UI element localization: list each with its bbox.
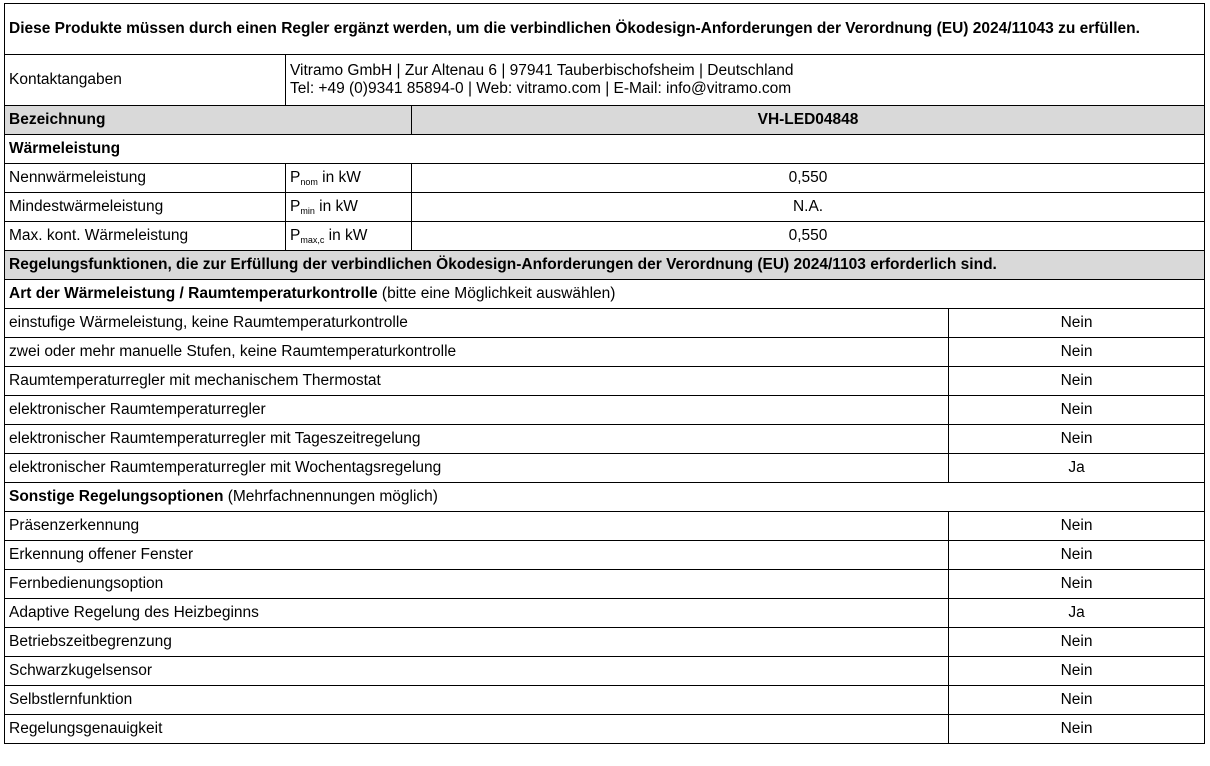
heat-output-heading: Wärmeleistung [5, 135, 1205, 164]
designation-label: Bezeichnung [5, 106, 412, 135]
control-option-value: Nein [949, 367, 1205, 396]
heat-output-value: 0,550 [412, 222, 1205, 251]
heat-output-label: Max. kont. Wärmeleistung [5, 222, 286, 251]
other-option-label: Schwarzkugelsensor [5, 657, 949, 686]
control-option-value: Nein [949, 309, 1205, 338]
heat-output-value: 0,550 [412, 164, 1205, 193]
control-option-row [5, 338, 1205, 367]
control-option-row [5, 454, 1205, 483]
section-b-heading-row [5, 483, 1205, 512]
other-option-label: Präsenzerkennung [5, 512, 949, 541]
control-option-label: elektronischer Raumtemperaturregler mit Wochentagsregelung [5, 454, 949, 483]
section-a-heading-row [5, 280, 1205, 309]
control-option-row [5, 309, 1205, 338]
other-option-value: Nein [949, 541, 1205, 570]
other-option-value: Nein [949, 628, 1205, 657]
heat-output-symbol: $P_{max,c}$ in kW [286, 222, 412, 251]
other-option-label: Betriebszeitbegrenzung [5, 628, 949, 657]
designation-value: VH-LED04848 [412, 106, 1205, 135]
heat-output-row [5, 222, 1205, 251]
heat-output-row [5, 193, 1205, 222]
other-option-label: Regelungsgenauigkeit [5, 715, 949, 744]
control-option-label: Raumtemperaturregler mit mechanischem Thermostat [5, 367, 949, 396]
control-option-label: elektronischer Raumtemperaturregler mit Tageszeitregelung [5, 425, 949, 454]
other-option-row [5, 570, 1205, 599]
other-option-row [5, 715, 1205, 744]
other-option-label: Selbstlernfunktion [5, 686, 949, 715]
control-option-value: Ja [949, 454, 1205, 483]
other-option-value: Ja [949, 599, 1205, 628]
control-option-label: elektronischer Raumtemperaturregler [5, 396, 949, 425]
ecodesign-table [4, 3, 1205, 744]
heat-output-label: Nennwärmeleistung [5, 164, 286, 193]
designation-row [5, 106, 1205, 135]
other-option-value: Nein [949, 686, 1205, 715]
other-option-row [5, 541, 1205, 570]
heat-output-symbol: $P_{min}$ in kW [286, 193, 412, 222]
other-option-value: Nein [949, 570, 1205, 599]
control-heading-row [5, 251, 1205, 280]
control-option-label: einstufige Wärmeleistung, keine Raumtemperaturkontrolle [5, 309, 949, 338]
control-option-row [5, 425, 1205, 454]
contact-line-web: Tel: +49 (0)9341 85894-0 | Web: vitramo.com | E-Mail: info@vitramo.com [290, 80, 792, 97]
control-option-row [5, 367, 1205, 396]
control-heading: Regelungsfunktionen, die zur Erfüllung der verbindlichen Ökodesign-Anforderungen der Verordnung (EU) 2024/1103 erforderlich sind. [5, 251, 1205, 280]
other-option-label: Fernbedienungsoption [5, 570, 949, 599]
control-option-row [5, 396, 1205, 425]
control-option-value: Nein [949, 338, 1205, 367]
other-option-label: Erkennung offener Fenster [5, 541, 949, 570]
intro-text: Diese Produkte müssen durch einen Regler ergänzt werden, um die verbindlichen Ökodesign-Anforderungen der Verordnung (EU) 2024/11043 zu erfüllen. [5, 4, 1205, 55]
intro-row [5, 4, 1205, 55]
heat-output-heading-row [5, 135, 1205, 164]
section-b-heading: Sonstige Regelungsoptionen (Mehrfachnennungen möglich) [5, 483, 1205, 512]
other-option-value: Nein [949, 657, 1205, 686]
heat-output-symbol: $P_{nom}$ in kW [286, 164, 412, 193]
product-info-sheet [4, 3, 1204, 744]
other-option-label: Adaptive Regelung des Heizbeginns [5, 599, 949, 628]
other-option-row [5, 686, 1205, 715]
contact-row [5, 55, 1205, 106]
contact-label: Kontaktangaben [5, 55, 286, 106]
section-a-heading: Art der Wärmeleistung / Raumtemperaturkontrolle (bitte eine Möglichkeit auswählen) [5, 280, 1205, 309]
other-option-value: Nein [949, 512, 1205, 541]
heat-output-row [5, 164, 1205, 193]
other-option-row [5, 599, 1205, 628]
heat-output-value: N.A. [412, 193, 1205, 222]
control-option-value: Nein [949, 396, 1205, 425]
other-option-row [5, 628, 1205, 657]
control-option-value: Nein [949, 425, 1205, 454]
heat-output-label: Mindestwärmeleistung [5, 193, 286, 222]
other-option-row [5, 512, 1205, 541]
contact-details [286, 55, 1205, 106]
control-option-label: zwei oder mehr manuelle Stufen, keine Raumtemperaturkontrolle [5, 338, 949, 367]
other-option-value: Nein [949, 715, 1205, 744]
contact-line-address: Vitramo GmbH | Zur Altenau 6 | 97941 Tauberbischofsheim | Deutschland [290, 62, 794, 79]
other-option-row [5, 657, 1205, 686]
